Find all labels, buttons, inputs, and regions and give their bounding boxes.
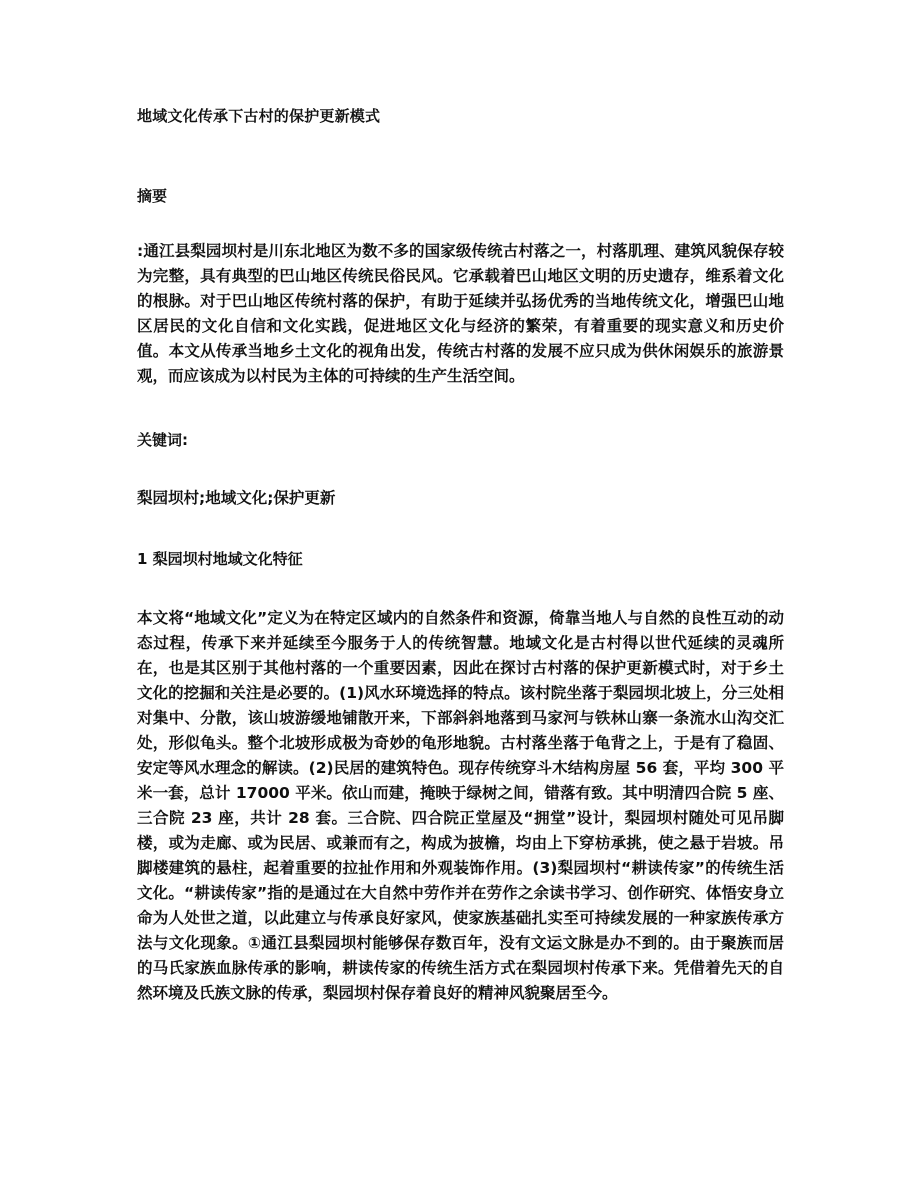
abstract-heading: 摘要 (137, 187, 168, 205)
abstract-paragraph: :通江县梨园坝村是川东北地区为数不多的国家级传统古村落之一，村落肌理、建筑风貌保存较为完整，具有典型的巴山地区传统民俗民风。它承载着巴山地区文明的历史遗存，维系着文化的根脉。对于巴山地区传统村落的保护，有助于延续并弘扬优秀的当地传统文化，增强巴山地区居民的文化自信和文化实践，促进地区文化与经济的繁荣，有着重要的现实意义和历史价值。本文从传承当地乡土文化的视角出发，传统古村落的发展不应只成为供休闲娱乐的旅游景观，而应该成为以村民为主体的可持续的生产生活空间。 (137, 241, 784, 385)
section-heading: 1 梨园坝村地域文化特征 (137, 550, 303, 568)
section-paragraph: 本文将“地域文化”定义为在特定区域内的自然条件和资源，倚靠当地人与自然的良性互动的动态过程，传承下来并延续至今服务于人的传统智慧。地域文化是古村得以世代延续的灵魂所在，也是其区别于其他村落的一个重要因素，因此在探讨古村落的保护更新模式时，对于乡土文化的挖掘和关注是必要的。(1)风水环境选择的特点。该村院坐落于梨园坝北坡上，分三处相对集中、分散，该山坡游缓地铺散开来，下部斜斜地落到马家河与铁林山寨一条流水山沟交汇处，形似龟头。整个北坡形成极为奇妙的龟形地貌。古村落坐落于龟背之上，于是有了稳固、安定等风水理念的解读。(2)民居的建筑特色。现存传统穿斗木结构房屋 56 套，平均 300 平米一套，总计 17000 平米。依山而建，掩映于绿树之间，错落有致。其中明清四合院 5 座、三合院 23 座，共计 28 套。三合院、四合院正堂屋及“拥堂”设计，梨园坝村随处可见吊脚楼，或为走廊、或为民居、或兼而有之，构成为披檐，均由上下穿枋承挑，使之悬于岩坡。吊脚楼建筑的悬柱，起着重要的拉扯作用和外观装饰作用。(3)梨园坝村“耕读传家”的传统生活文化。“耕读传家”指的是通过在大自然中劳作并在劳作之余读书学习、创作研究、体悟安身立命为人处世之道，以此建立与传承良好家风，使家族基础扎实至可持续发展的一种家族传承方法与文化现象。①通江县梨园坝村能够保存数百年，没有文运文脉是办不到的。由于聚族而居的马氏家族血脉传承的影响，耕读传家的传统生活方式在梨园坝村传承下来。凭借着先天的自然环境及氏族文脉的传承，梨园坝村保存着良好的精神风貌聚居至今。 (137, 608, 784, 1002)
keywords-heading: 关键词: (137, 431, 188, 449)
document-title: 地域文化传承下古村的保护更新模式 (137, 107, 381, 125)
keywords-text: 梨园坝村;地域文化;保护更新 (137, 488, 336, 507)
